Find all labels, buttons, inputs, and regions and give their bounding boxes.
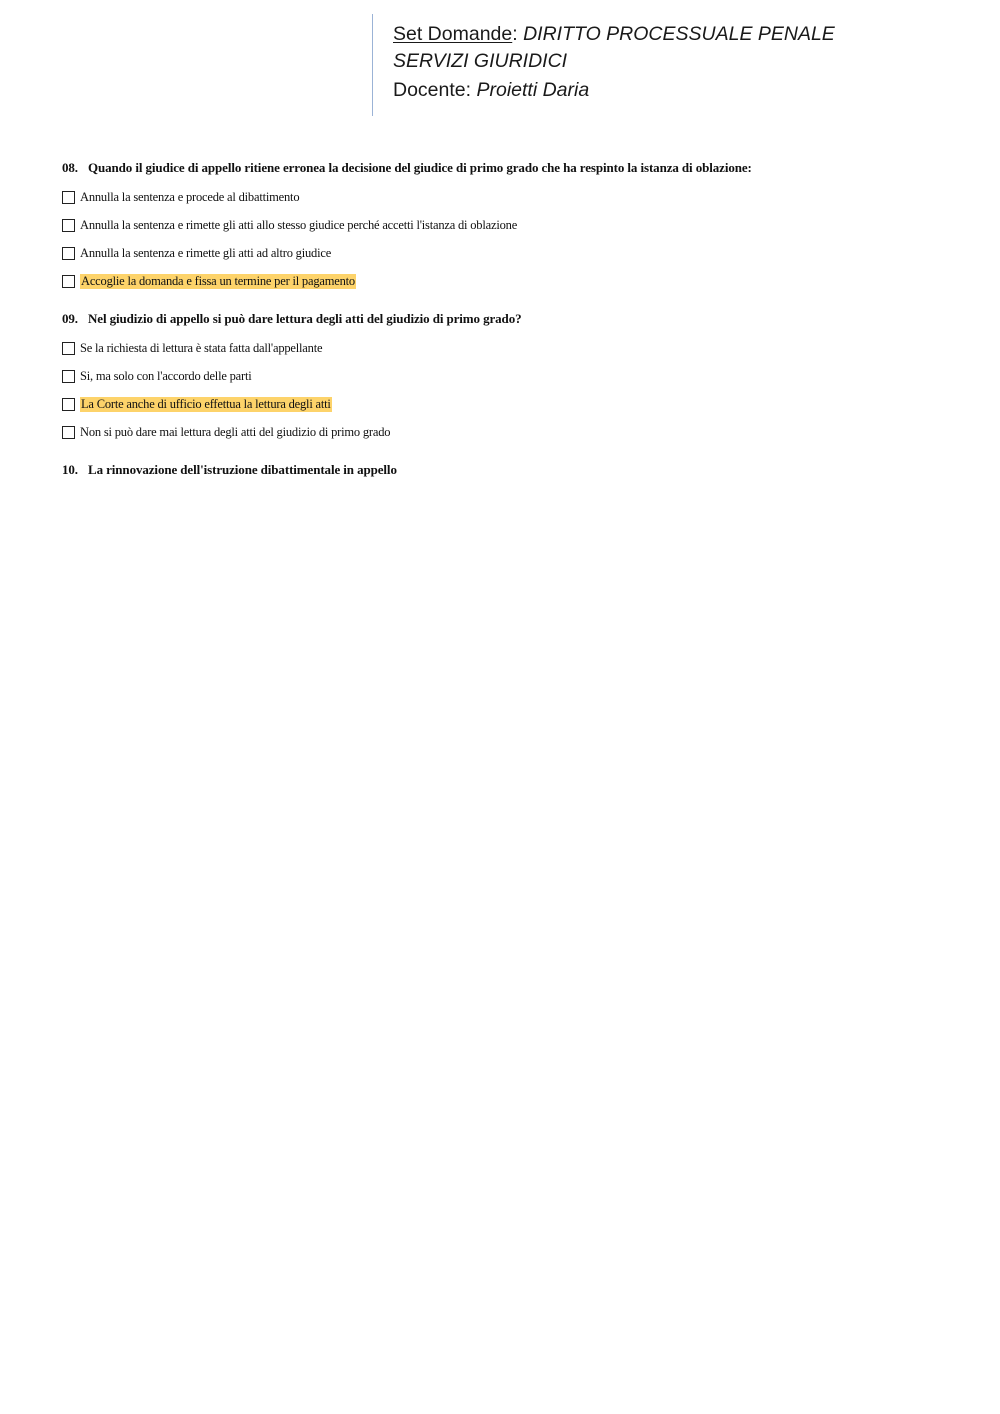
option-text: Annulla la sentenza e rimette gli atti ad altro giudice xyxy=(80,245,332,260)
checkbox[interactable] xyxy=(62,275,75,288)
document-header xyxy=(372,14,835,116)
subject-line-2-row xyxy=(393,48,835,75)
answer-option[interactable] xyxy=(62,362,960,390)
subject-line-1: DIRITTO PROCESSUALE PENALE xyxy=(523,23,835,45)
question-text: Nel giudizio di appello si può dare lettura degli atti del giudizio di primo grado? xyxy=(88,311,522,326)
question-09 xyxy=(62,311,960,446)
question-text: La rinnovazione dell'istruzione dibattimentale in appello xyxy=(88,462,397,477)
question-title xyxy=(62,311,960,327)
option-text-highlighted: Accoglie la domanda e fissa un termine per il pagamento xyxy=(81,273,355,288)
option-text: Non si può dare mai lettura degli atti del giudizio di primo grado xyxy=(80,424,391,439)
set-label: Set Domande xyxy=(393,23,513,45)
checkbox[interactable] xyxy=(62,191,75,204)
answer-options xyxy=(62,183,960,295)
answer-option-highlighted[interactable] xyxy=(62,390,960,418)
question-number: 08. xyxy=(62,160,78,175)
docente-label: Docente: xyxy=(393,79,472,101)
answer-option[interactable] xyxy=(62,334,960,362)
checkbox[interactable] xyxy=(62,370,75,383)
question-text: Quando il giudice di appello ritiene erronea la decisione del giudice di primo grado che ha respinto la istanza di oblazione: xyxy=(88,160,752,175)
docente-name: Proietti Daria xyxy=(476,79,590,101)
docente-line xyxy=(393,77,835,104)
set-separator: : xyxy=(512,23,518,45)
checkbox[interactable] xyxy=(62,219,75,232)
option-text: Annulla la sentenza e rimette gli atti allo stesso giudice perché accetti l'istanza di oblazione xyxy=(80,217,518,232)
question-08 xyxy=(62,160,960,295)
option-text: Se la richiesta di lettura è stata fatta dall'appellante xyxy=(80,340,323,355)
option-text: Annulla la sentenza e procede al dibattimento xyxy=(80,189,300,204)
checkbox[interactable] xyxy=(62,426,75,439)
answer-option[interactable] xyxy=(62,239,960,267)
question-number: 10. xyxy=(62,462,78,477)
answer-option-highlighted[interactable] xyxy=(62,267,960,295)
answer-option[interactable] xyxy=(62,183,960,211)
set-title-line xyxy=(393,21,835,48)
question-number: 09. xyxy=(62,311,78,326)
subject-line-2: SERVIZI GIURIDICI xyxy=(393,50,568,72)
question-title xyxy=(62,160,960,176)
answer-option[interactable] xyxy=(62,418,960,446)
answer-option[interactable] xyxy=(62,211,960,239)
checkbox[interactable] xyxy=(62,342,75,355)
option-text-highlighted: La Corte anche di ufficio effettua la lettura degli atti xyxy=(81,396,331,411)
question-10 xyxy=(62,462,960,478)
answer-options xyxy=(62,334,960,446)
option-text: Si, ma solo con l'accordo delle parti xyxy=(80,368,252,383)
question-title xyxy=(62,462,960,478)
checkbox[interactable] xyxy=(62,398,75,411)
checkbox[interactable] xyxy=(62,247,75,260)
